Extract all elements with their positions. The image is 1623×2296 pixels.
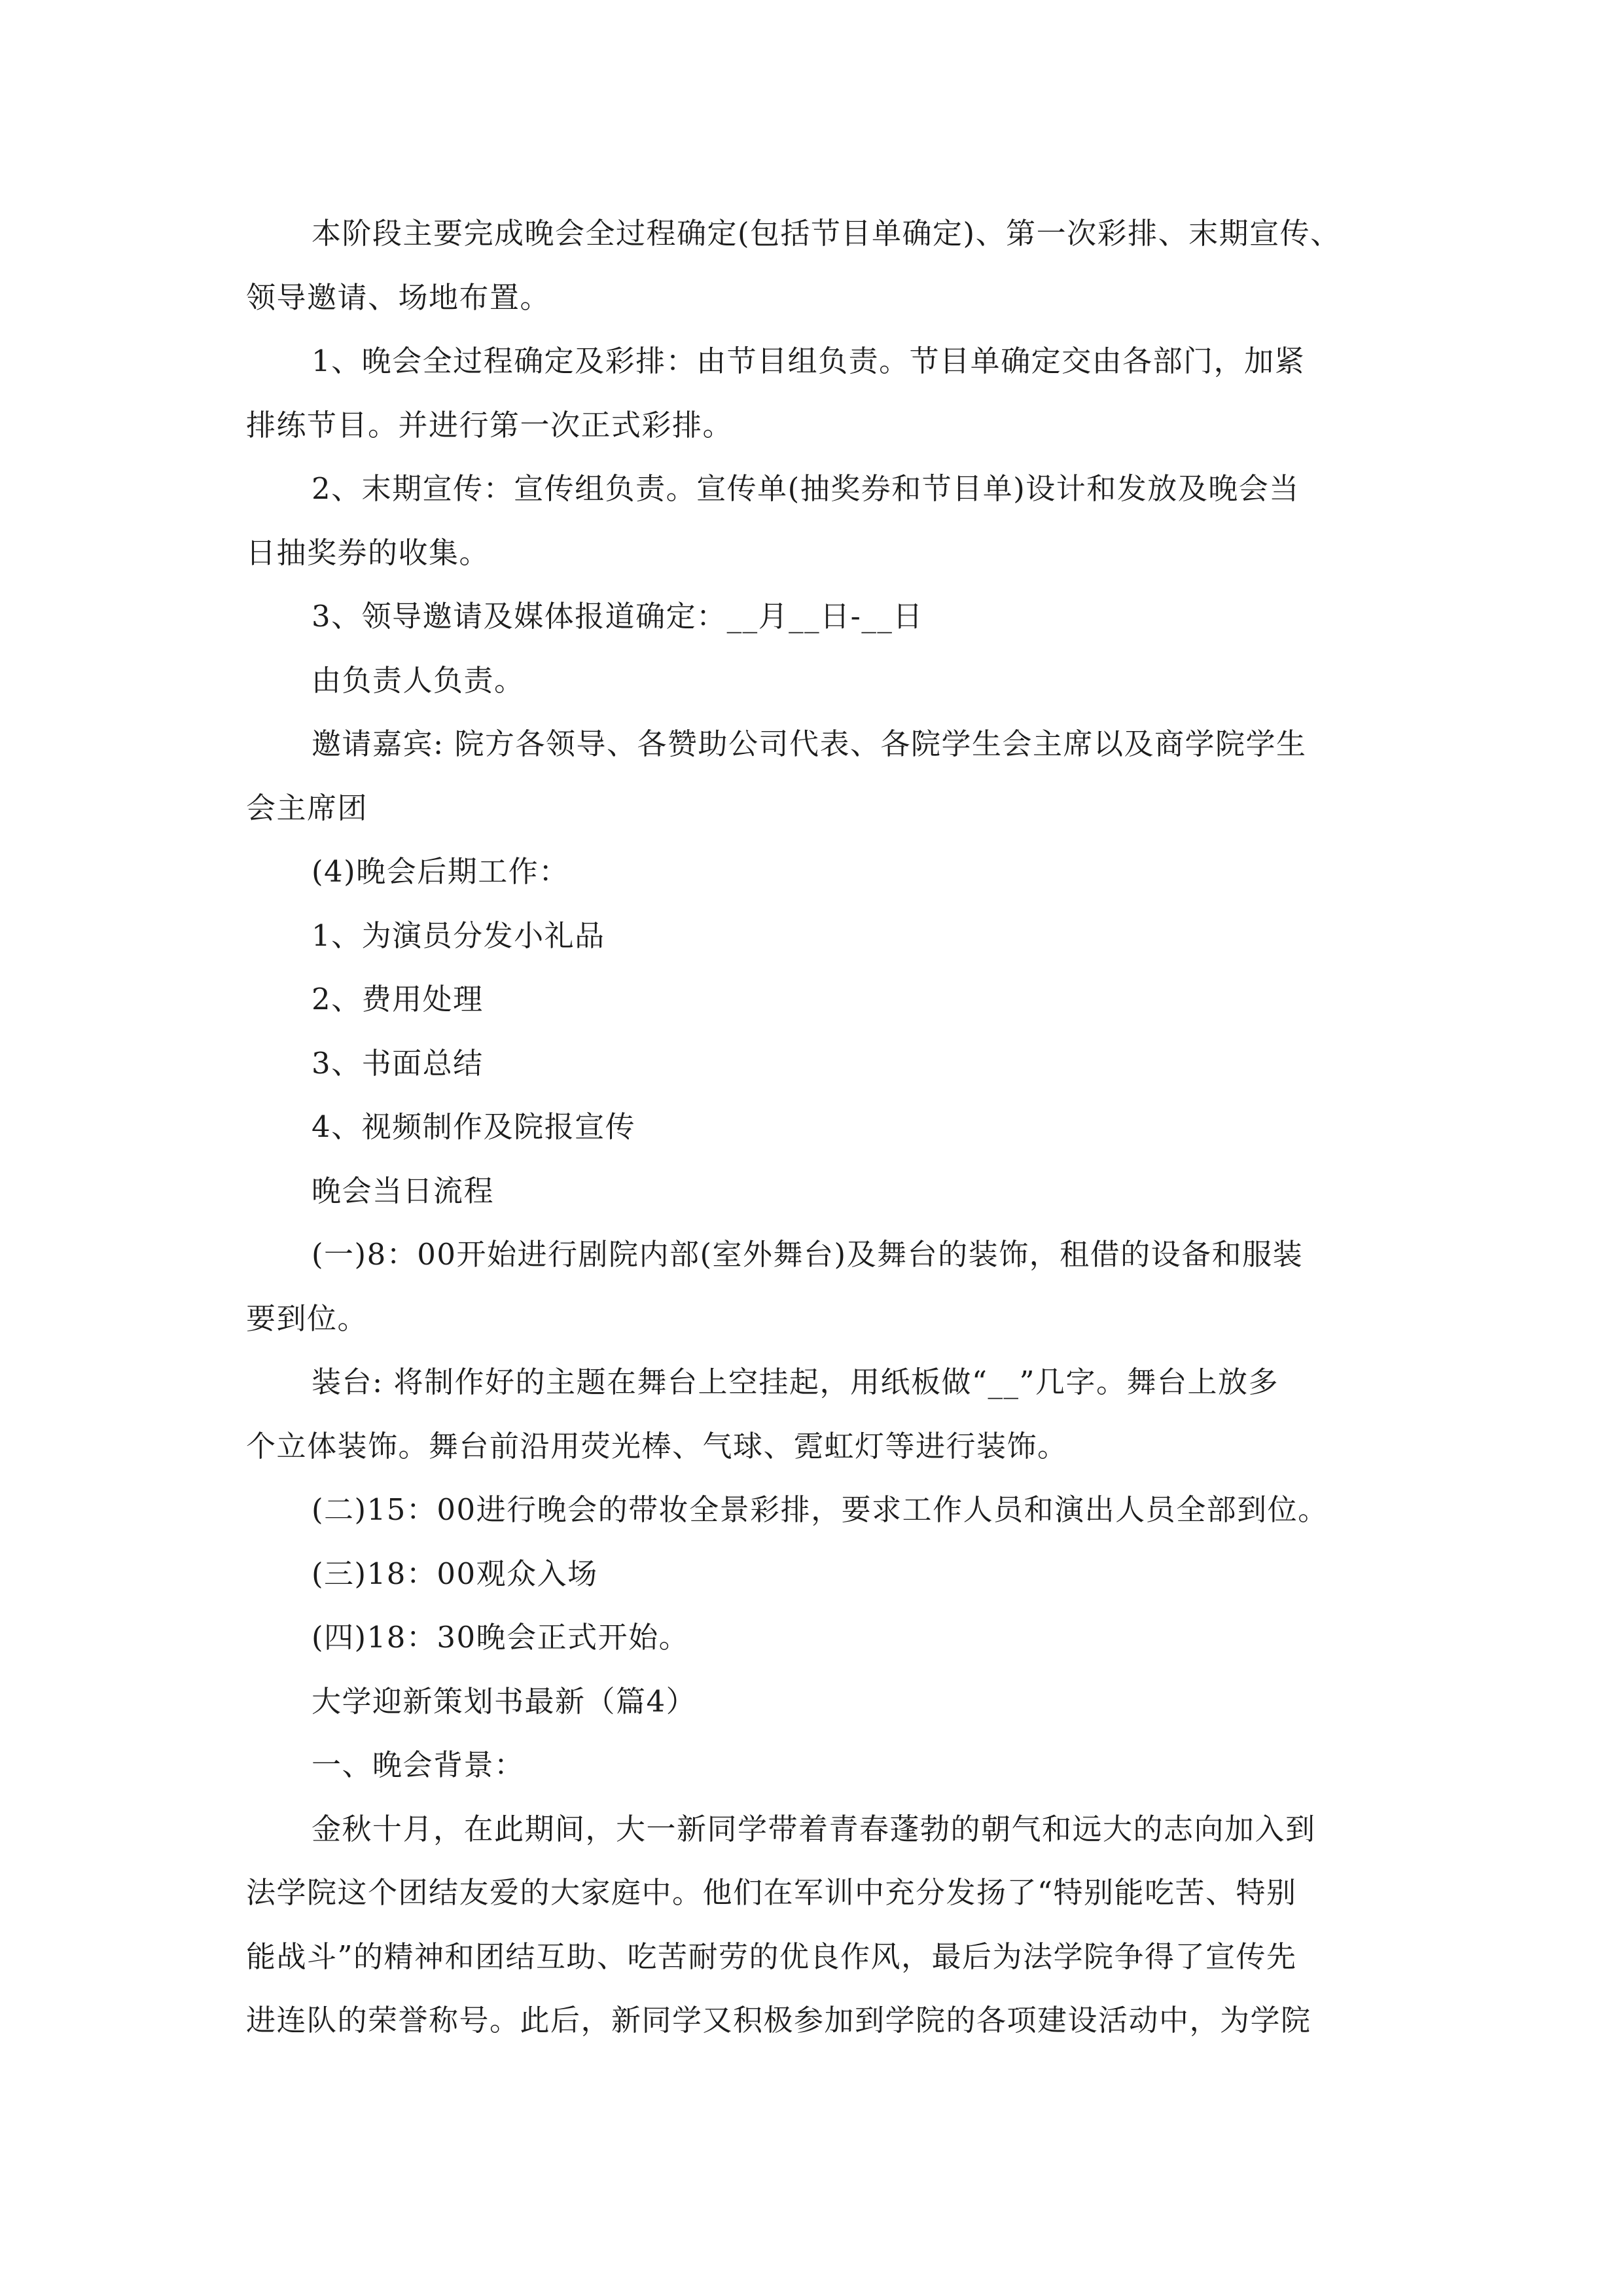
text-line: 1、为演员分发小礼品 (312, 918, 605, 953)
text-line: 个立体装饰。舞台前沿用荧光棒、气球、霓虹灯等进行装饰。 (246, 1428, 1068, 1463)
text-line: 邀请嘉宾: 院方各领导、各赞助公司代表、各院学生会主席以及商学院学生 (312, 726, 1307, 761)
text-line: 装台: 将制作好的主题在舞台上空挂起，用纸板做“__”几字。舞台上放多 (312, 1365, 1279, 1399)
document-body (246, 202, 1401, 2053)
text-line: 晚会当日流程 (312, 1173, 495, 1208)
text-line: 能战斗”的精神和团结互助、吃苦耐劳的优良作风，最后为法学院争得了宣传先 (246, 1939, 1297, 1974)
text-line: 要到位。 (246, 1300, 368, 1336)
text-line: (4)晚会后期工作： (312, 854, 569, 889)
text-line: 金秋十月，在此期间，大一新同学带着青春蓬勃的朝气和远大的志向加入到 (312, 1811, 1316, 1846)
text-line: 法学院这个团结友爱的大家庭中。他们在军训中充分发扬了“特别能吃苦、特别 (246, 1875, 1297, 1910)
text-line: 4、视频制作及院报宣传 (312, 1109, 636, 1144)
text-line: 进连队的荣誉称号。此后，新同学又积极参加到学院的各项建设活动中，为学院 (246, 2003, 1311, 2037)
text-line: (三)18：00观众入场 (312, 1556, 598, 1591)
text-line: 排练节目。并进行第一次正式彩排。 (246, 407, 734, 442)
text-line: 3、领导邀请及媒体报道确定：__月__日-__日 (312, 599, 923, 634)
text-line: (四)18：30晚会正式开始。 (312, 1620, 690, 1655)
text-line: 2、末期宣传：宣传组负责。宣传单(抽奖券和节目单)设计和发放及晚会当 (312, 471, 1300, 506)
text-line: 1、晚会全过程确定及彩排：由节目组负责。节目单确定交由各部门，加紧 (312, 344, 1306, 378)
text-line: 大学迎新策划书最新（篇4） (312, 1683, 697, 1719)
text-line: 本阶段主要完成晚会全过程确定(包括节目单确定)、第一次彩排、末期宣传、 (312, 216, 1341, 251)
text-line: 领导邀请、场地布置。 (246, 279, 551, 315)
text-line: 2、费用处理 (312, 982, 484, 1016)
text-line: (二)15：00进行晚会的带妆全景彩排，要求工作人员和演出人员全部到位。 (312, 1492, 1329, 1527)
text-line: (一)8：00开始进行剧院内部(室外舞台)及舞台的装饰，租借的设备和服装 (312, 1237, 1304, 1272)
text-line: 日抽奖券的收集。 (246, 535, 490, 570)
text-line: 一、晚会背景： (312, 1748, 525, 1782)
text-line: 会主席团 (246, 790, 368, 825)
text-line: 3、书面总结 (312, 1045, 484, 1081)
text-line: 由负责人负责。 (312, 662, 525, 698)
